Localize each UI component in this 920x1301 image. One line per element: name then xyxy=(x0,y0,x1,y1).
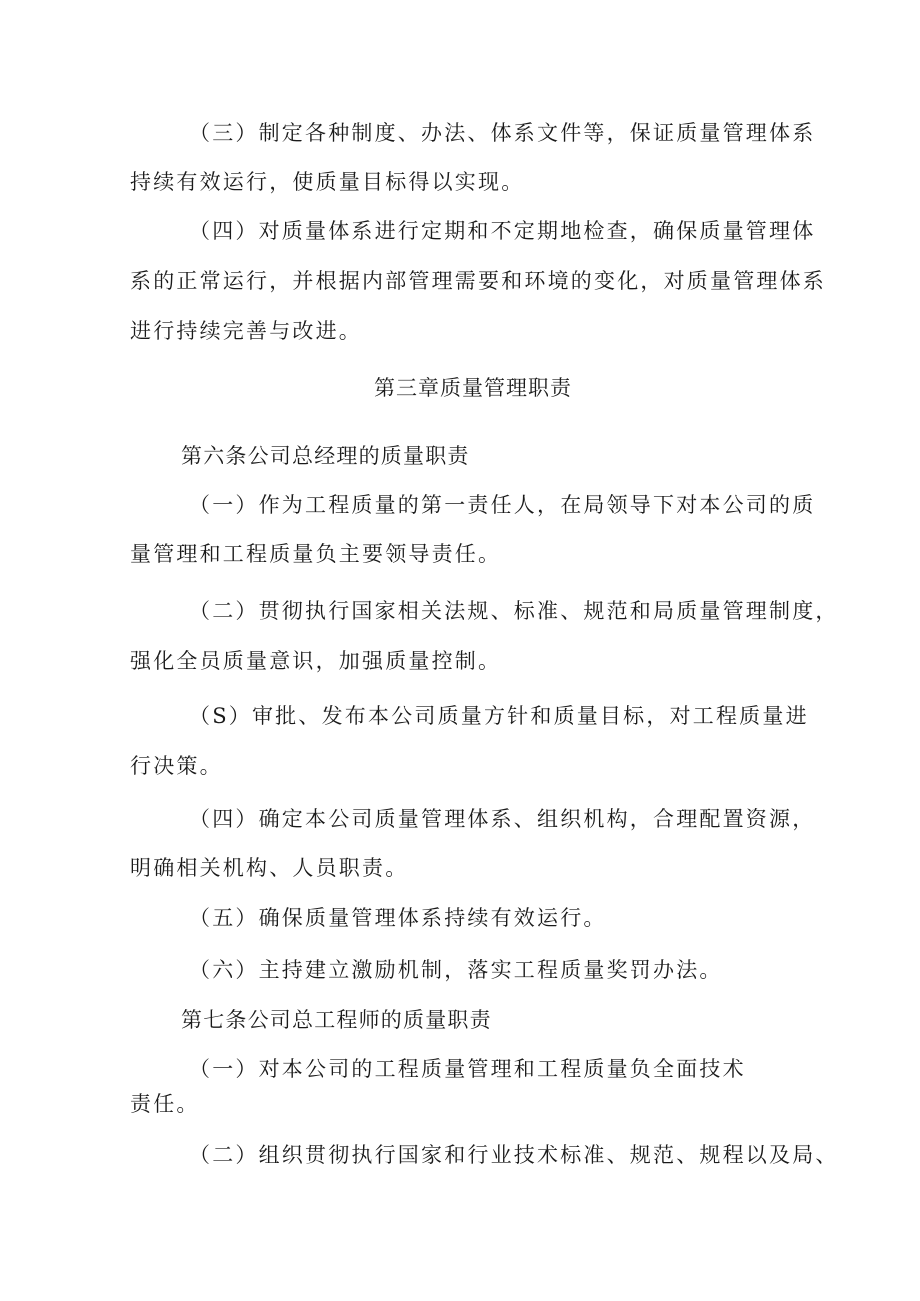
paragraph-4-line-1: （四）对质量体系进行定期和不定期地检查，确保质量管理体 xyxy=(189,219,816,243)
article-6-item-1-line-2: 量管理和工程质量负主要领导责任。 xyxy=(130,542,502,566)
article-6-item-2-line-2: 强化全员质量意识，加强质量控制。 xyxy=(130,649,502,673)
article-6-item-1-line-1: （一）作为工程质量的第一责任人，在局领导下对本公司的质 xyxy=(189,493,816,517)
paragraph-4-line-3: 进行持续完善与改进。 xyxy=(130,319,362,343)
article-6-item-2-line-1: （二）贯彻执行国家相关法规、标准、规范和局质量管理制度， xyxy=(189,599,839,623)
article-7-item-1-line-1: （一）对本公司的工程质量管理和工程质量负全面技术 xyxy=(189,1057,746,1081)
article-6-item-3-line-1: （S）审批、发布本公司质量方针和质量目标，对工程质量进 xyxy=(189,704,809,728)
paragraph-3-line-1: （三）制定各种制度、办法、体系文件等，保证质量管理体系 xyxy=(189,121,816,145)
chapter-heading: 第三章质量管理职责 xyxy=(374,376,572,400)
article-7-item-2-line-1: （二）组织贯彻执行国家和行业技术标准、规范、规程以及局、 xyxy=(189,1143,839,1167)
article-6-item-6: （六）主持建立激励机制，落实工程质量奖罚办法。 xyxy=(189,958,723,982)
article-6-item-4-line-1: （四）确定本公司质量管理体系、组织机构，合理配置资源， xyxy=(189,807,816,831)
paragraph-3-line-2: 持续有效运行，使质量目标得以实现。 xyxy=(130,170,525,194)
article-6-item-5: （五）确保质量管理体系持续有效运行。 xyxy=(189,906,607,930)
article-6-item-4-line-2: 明确相关机构、人员职责。 xyxy=(130,856,409,880)
article-7-title: 第七条公司总工程师的质量职责 xyxy=(181,1008,492,1032)
article-6-title: 第六条公司总经理的质量职责 xyxy=(181,444,470,468)
paragraph-4-line-2: 系的正常运行，并根据内部管理需要和环境的变化，对质量管理体系 xyxy=(130,269,826,293)
article-6-item-3-line-2: 行决策。 xyxy=(130,754,223,778)
article-7-item-1-line-2: 责任。 xyxy=(130,1092,200,1116)
